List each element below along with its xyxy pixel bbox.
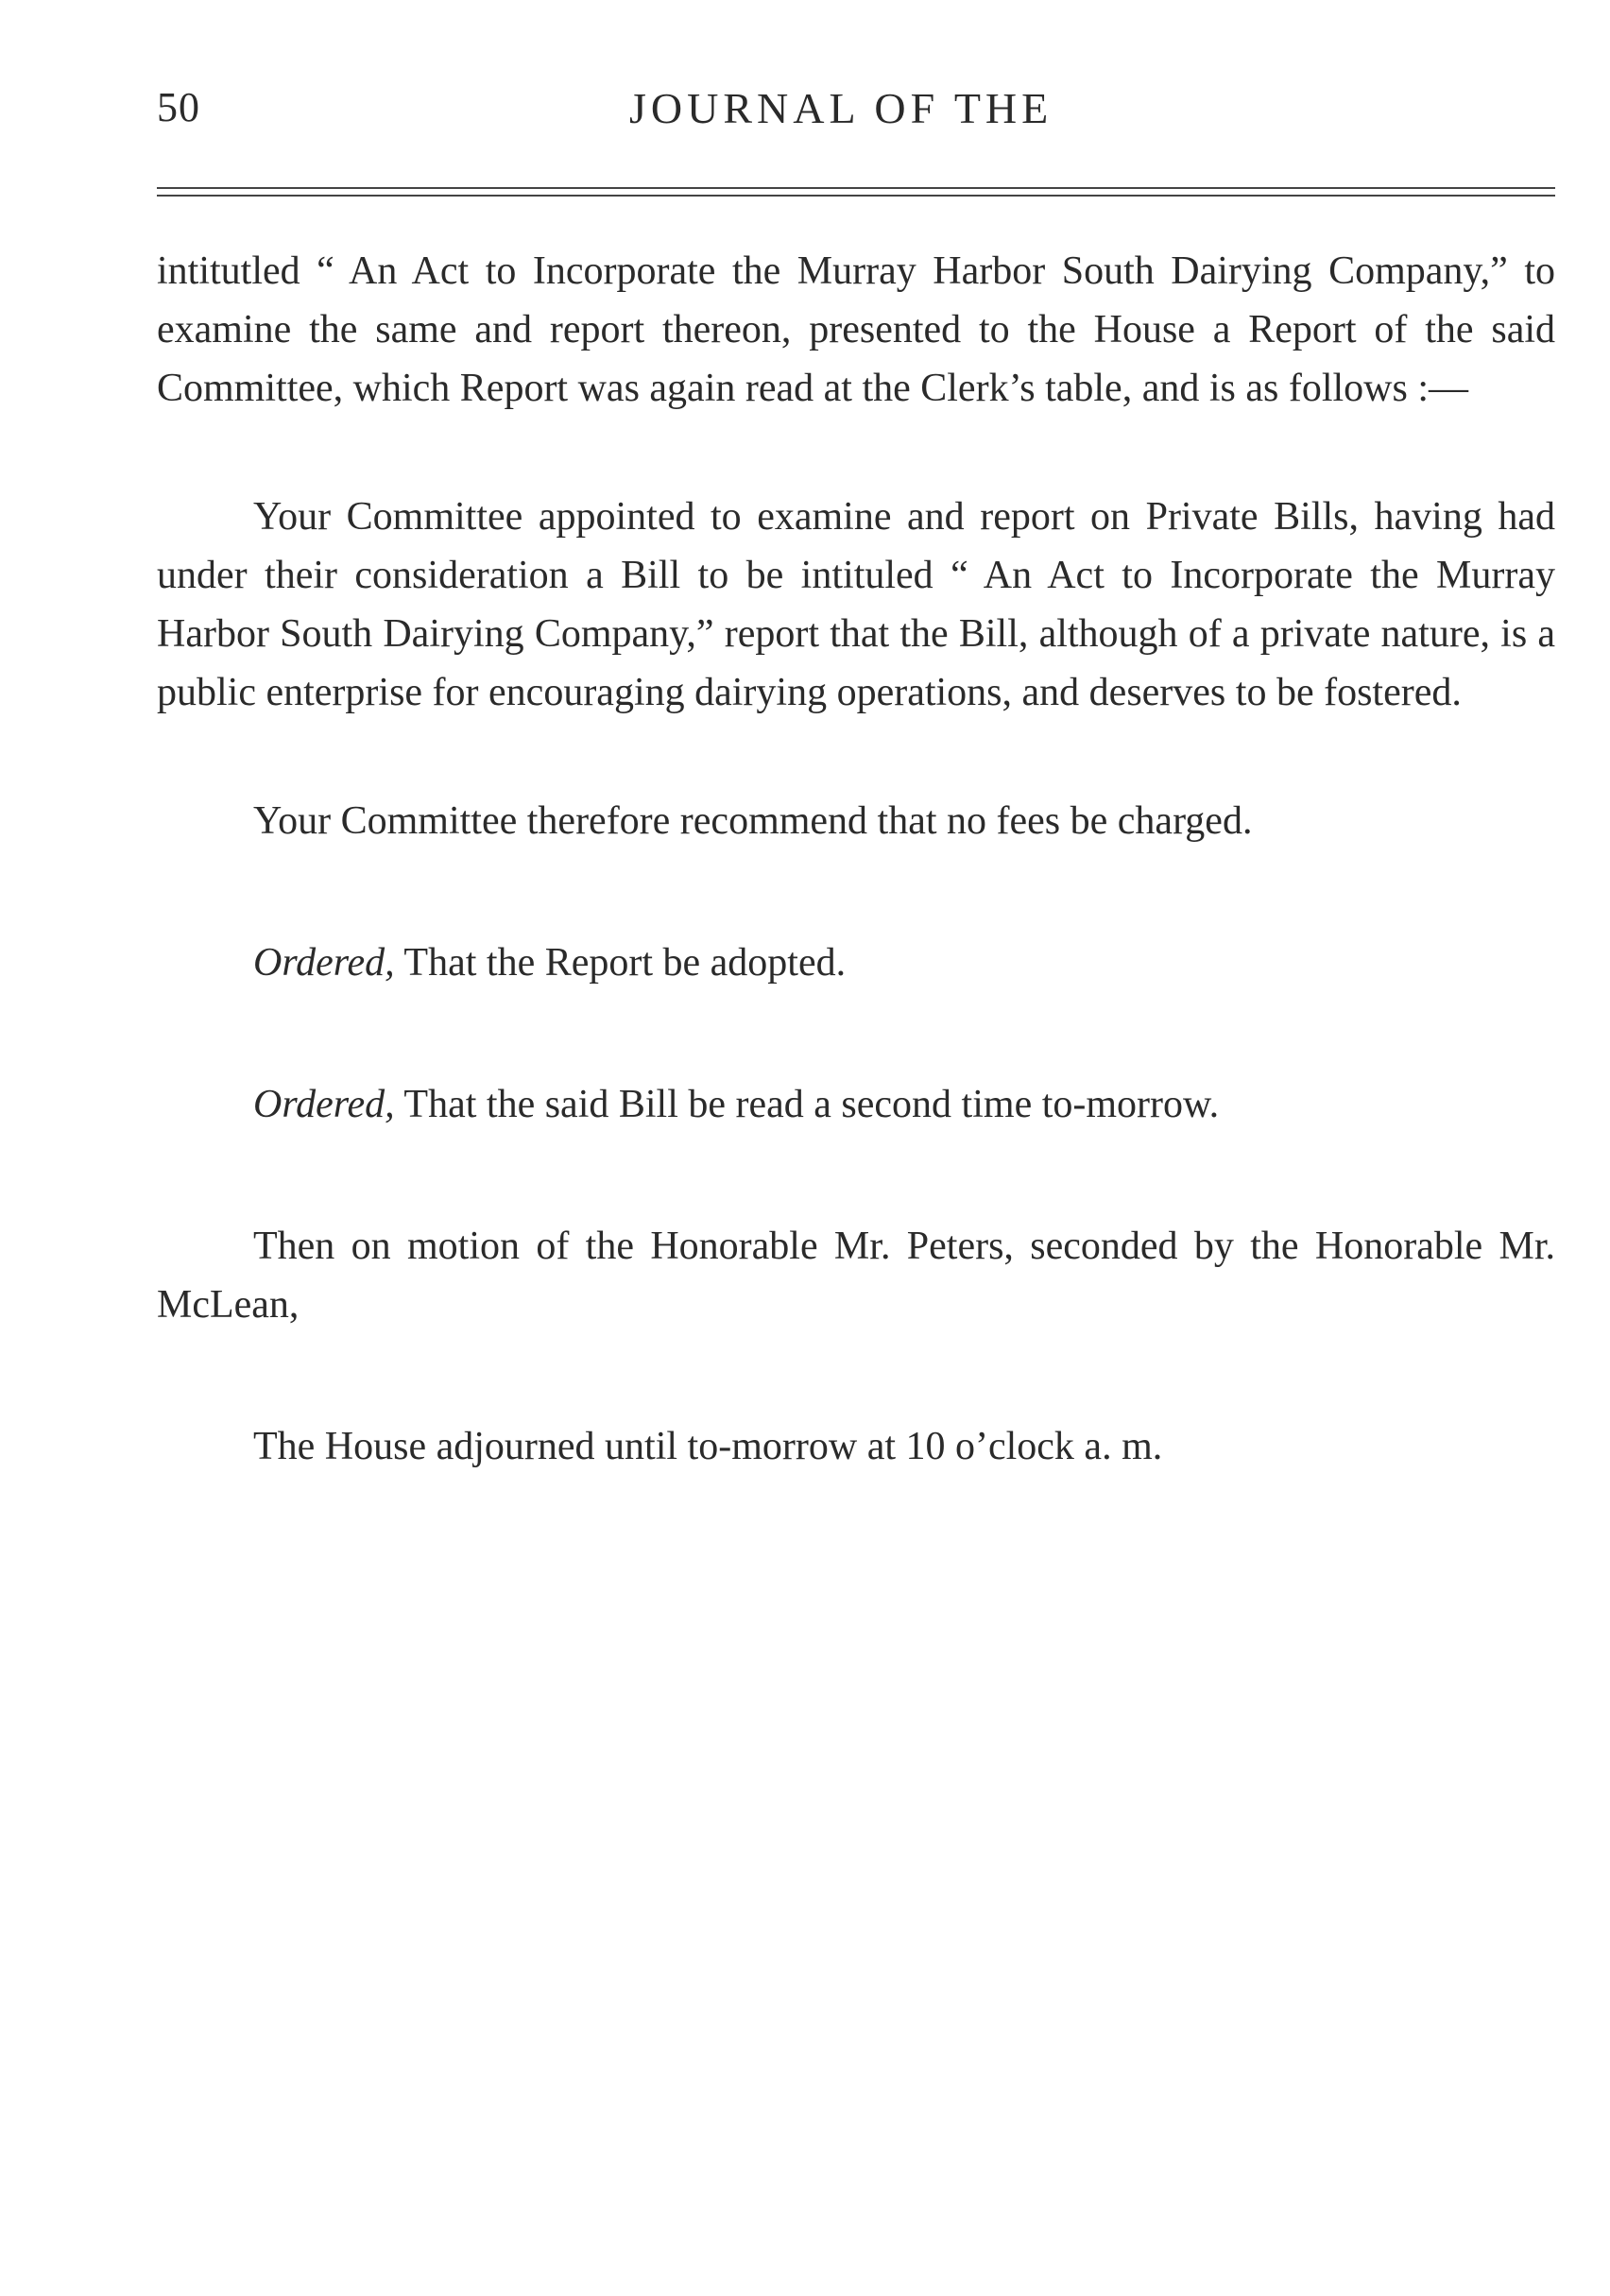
paragraph-ordered-second-reading bbox=[157, 1075, 1555, 1134]
paragraph-motion bbox=[157, 1217, 1555, 1334]
page-header bbox=[157, 83, 1555, 140]
paragraph-ordered-adopted bbox=[157, 934, 1555, 992]
paragraph-committee-report-intro bbox=[157, 242, 1555, 418]
paragraph-no-fees bbox=[157, 792, 1555, 850]
paragraph-text: intitutled “ An Act to Incorporate the Murray Harbor South Dairying Company,” to examine the same and report thereon, presented to the House a Report of the said Committee, which Report was again read at the Clerk’s table, and is as follows :— bbox=[157, 249, 1555, 410]
header-rule bbox=[157, 187, 1555, 197]
paragraph-text: Your Committee appointed to examine and report on Private Bills, having had under their consideration a Bill to be intituled “ An Act to Incorporate the Murray Harbor South Dairying Company,” report that the Bill, although of a private nature, is a public enterprise for encouraging dairying operations, and deserves to be fostered. bbox=[157, 495, 1555, 714]
paragraph-committee-report-body bbox=[157, 488, 1555, 722]
ordered-lead: Ordered, bbox=[253, 1083, 395, 1126]
paragraph-text: That the said Bill be read a second time to-morrow. bbox=[394, 1083, 1220, 1126]
running-head: JOURNAL OF THE bbox=[629, 84, 1053, 132]
paragraph-text: Then on motion of the Honorable Mr. Peters, seconded by the Honorable Mr. McLean, bbox=[157, 1225, 1555, 1327]
ordered-lead: Ordered, bbox=[253, 941, 395, 985]
paragraph-text: That the Report be adopted. bbox=[394, 941, 847, 985]
paragraph-text: The House adjourned until to-morrow at 10 o’clock a. m. bbox=[253, 1425, 1163, 1468]
page-number: 50 bbox=[157, 84, 200, 130]
paragraph-text: Your Committee therefore recommend that no fees be charged. bbox=[253, 799, 1253, 843]
journal-body bbox=[157, 242, 1555, 1476]
paragraph-adjournment bbox=[157, 1417, 1555, 1476]
